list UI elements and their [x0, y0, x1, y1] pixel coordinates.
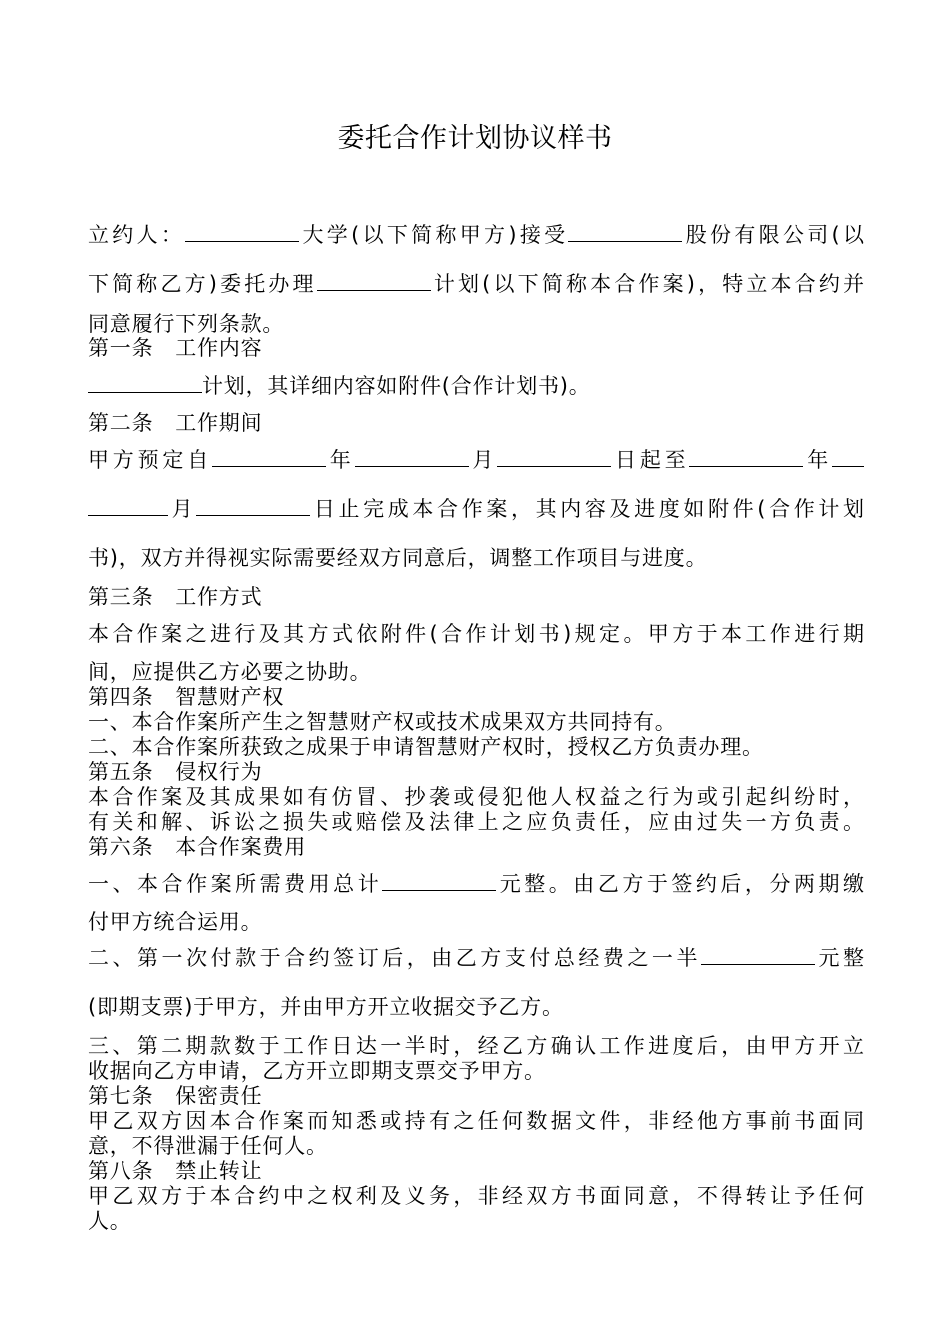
blank-plan-title	[88, 374, 202, 393]
article-2-text-line-3: 书)，双方并得视实际需要经双方同意后，调整工作项目与进度。	[88, 546, 708, 570]
article-6-clause-2-line-2: (即期支票)于甲方，并由甲方开立收据交予乙方。	[88, 995, 564, 1019]
article-2-text-line-1: 甲方预定自 年 月 日起至 年	[88, 447, 864, 473]
article-7-text-line-2: 意，不得泄漏于任何人。	[88, 1134, 328, 1158]
blank-total-fee	[382, 872, 496, 891]
article-8-text-line-1: 甲乙双方于本合约中之权利及义务，非经双方书面同意，不得转让予任何	[88, 1184, 864, 1208]
article-8-text-line-2: 人。	[88, 1209, 132, 1233]
blank-start-day	[497, 448, 611, 467]
blank-end-month-part-1	[832, 448, 864, 467]
blank-end-year	[689, 448, 803, 467]
article-1-text: 计划，其详细内容如附件(合作计划书)。	[88, 373, 864, 399]
article-6-clause-3-line-1: 三、第二期款数于工作日达一半时，经乙方确认工作进度后，由甲方开立	[88, 1034, 864, 1058]
preamble-line-3: 同意履行下列条款。	[88, 312, 285, 336]
article-2-heading: 第二条 工作期间	[88, 411, 263, 435]
article-3-text-line-1: 本合作案之进行及其方式依附件(合作计划书)规定。甲方于本工作进行期	[88, 622, 864, 646]
article-6-clause-1-line-2: 付甲方统合运用。	[88, 910, 263, 934]
article-6-clause-3-line-2: 收据向乙方申请，乙方开立即期支票交予甲方。	[88, 1059, 546, 1083]
blank-start-month	[355, 448, 469, 467]
blank-start-year	[212, 448, 326, 467]
blank-first-payment	[701, 946, 815, 965]
document-title: 委托合作计划协议样书	[337, 123, 613, 154]
article-8-heading: 第八条 禁止转让	[88, 1159, 263, 1183]
article-5-text-line-1: 本合作案及其成果如有仿冒、抄袭或侵犯他人权益之行为或引起纠纷时，	[88, 785, 864, 809]
article-3-text-line-2: 间，应提供乙方必要之协助。	[88, 660, 372, 684]
blank-end-day	[196, 497, 310, 516]
article-3-heading: 第三条 工作方式	[88, 585, 263, 609]
preamble-line-1: 立约人： 大学(以下简称甲方)接受 股份有限公司(以	[88, 223, 864, 247]
article-7-heading: 第七条 保密责任	[88, 1084, 263, 1108]
article-1-heading: 第一条 工作内容	[88, 336, 263, 360]
article-6-clause-2-line-1: 二、第一次付款于合约签订后，由乙方支付总经费之一半 元整	[88, 946, 865, 970]
article-6-heading: 第六条 本合作案费用	[88, 835, 306, 859]
blank-company-name	[568, 223, 682, 242]
article-6-clause-1-line-1: 一、本合作案所需费用总计 元整。由乙方于签约后，分两期缴	[88, 872, 865, 896]
article-4-clause-1: 一、本合作案所产生之智慧财产权或技术成果双方共同持有。	[88, 710, 677, 734]
article-5-text-line-2: 有关和解、诉讼之损失或赔偿及法律上之应负责任，应由过失一方负责。	[88, 810, 864, 834]
blank-university-name	[185, 223, 299, 242]
article-4-heading: 第四条 智慧财产权	[88, 685, 285, 709]
blank-plan-name	[317, 272, 431, 291]
article-4-clause-2: 二、本合作案所获致之成果于申请智慧财产权时，授权乙方负责办理。	[88, 735, 764, 759]
preamble-line-2: 下简称乙方)委托办理 计划(以下简称本合作案)，特立本合约并	[88, 272, 864, 296]
article-5-heading: 第五条 侵权行为	[88, 760, 263, 784]
article-7-text-line-1: 甲乙双方因本合作案而知悉或持有之任何数据文件，非经他方事前书面同	[88, 1109, 864, 1133]
article-2-text-line-2: 月 日止完成本合作案，其内容及进度如附件(合作计划	[88, 496, 864, 522]
blank-end-month-part-2	[88, 497, 168, 516]
